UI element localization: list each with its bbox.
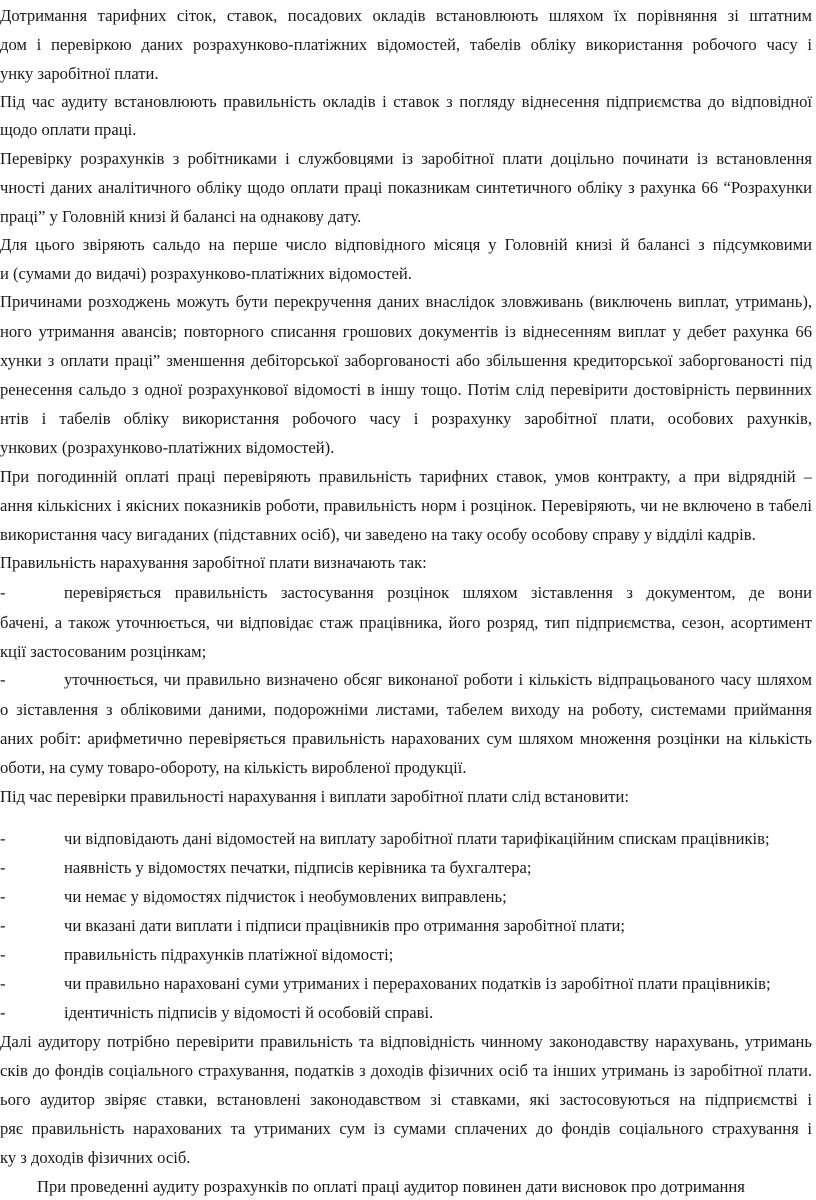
- paragraph-text-line: праці” у Головній книзі й балансі на однакову дату.: [0, 207, 362, 226]
- list-item-text: наявність у відомостях печатки, підписів керівника та бухгалтера;: [64, 858, 532, 877]
- paragraph-text-line: хунки з оплати праці” зменшення дебіторської заборгованості або збільшення кредиторської заборгованості під: [0, 351, 812, 370]
- paragraph-text-line: використання часу вигаданих (підставних осіб), чи заведено на таку особу особову справу у відділі кадрів.: [0, 525, 756, 544]
- list-item-text-line: о зіставлення з обліковими даними, подорожніми листами, табелем виходу на роботу, системами приймання: [0, 700, 812, 719]
- paragraph-text-line: Для цього звіряють сальдо на перше число відповідного місяця у Головній книзі й балансі з підсумковими: [0, 235, 812, 254]
- paragraph-text-line: Причинами розходжень можуть бути перекручення даних внаслідок зловживань (виключень виплат, утримань),: [0, 292, 812, 311]
- list-item-text: чи відповідають дані відомостей на виплату заробітної плати тарифікаційним спискам працівників;: [64, 829, 770, 848]
- list-bullet-dash: -: [0, 858, 6, 877]
- paragraph-text-line: ряє правильність нарахованих та утриманих сум із сумами сплачених до фондів соціального страхування і: [0, 1119, 812, 1138]
- list-bullet-dash: -: [0, 974, 6, 993]
- list-item-text-line: бачені, а також уточнюється, чи відповідає стаж працівника, його розряд, тип підприємства, сезон, асортимент: [0, 613, 812, 632]
- list-item-text-line: перевіряється правильність застосування розцінок шляхом зіставлення з документом, де вони: [64, 583, 812, 602]
- list-item-text-line: аних робіт: арифметично перевіряється правильність нарахованих сум шляхом множення розцінки на кількість: [0, 729, 812, 748]
- paragraph-text-line: ку з доходів фізичних осіб.: [0, 1148, 191, 1167]
- paragraph-text-line: чності даних аналітичного обліку щодо оплати праці показникам синтетичного обліку з рахунка 66 “Розрахунки: [0, 178, 812, 197]
- list-item-text: правильність підрахунків платіжної відомості;: [64, 945, 394, 964]
- paragraph-text-line: Дотримання тарифних сіток, ставок, посадових окладів встановлюють шляхом їх порівняння зі штатним: [0, 6, 812, 25]
- list-bullet-dash: -: [0, 916, 6, 935]
- paragraph-text-line: ього аудитор звіряє ставки, встановлені законодавством зі ставками, які застосовуються на підприємстві і: [0, 1090, 812, 1109]
- list-bullet-dash: -: [0, 583, 6, 602]
- list-item-text-line: оботи, на суму товаро-обороту, на кількість виробленої продукції.: [0, 758, 467, 777]
- paragraph-text-line: и (сумами до видачі) розрахунково-платіжних відомостей.: [0, 264, 412, 283]
- paragraph-text-line: При погодинній оплаті праці перевіряють правильність тарифних ставок, умов контракту, а при відрядній –: [0, 467, 812, 486]
- list-item-text: чи вказані дати виплати і підписи працівників про отримання заробітної плати;: [64, 916, 626, 935]
- list-bullet-dash: -: [0, 670, 6, 689]
- list-bullet-dash: -: [0, 829, 6, 848]
- paragraph-text-line: щодо оплати праці.: [0, 120, 137, 139]
- list-bullet-dash: -: [0, 945, 6, 964]
- paragraph-text-line: Під час перевірки правильності нарахування і виплати заробітної плати слід встановити:: [0, 787, 629, 806]
- paragraph-text-line: ренесення сальдо з одної розрахункової відомості в іншу тощо. Потім слід перевірити достовірність первинних: [0, 380, 812, 399]
- list-item-text-line: уточнюється, чи правильно визначено обсяг виконаної роботи і кількість відпрацьованого часу шляхом: [64, 670, 812, 689]
- list-bullet-dash: -: [0, 1003, 6, 1022]
- list-item-text: чи правильно нараховані суми утриманих і перерахованих податків із заробітної плати працівників;: [64, 974, 771, 993]
- paragraph-text-line: ункових (розрахунково-платіжних відомостей).: [0, 438, 335, 457]
- paragraph-text-line: При проведенні аудиту розрахунків по оплаті праці аудитор повинен дати висновок про дотримання: [37, 1177, 745, 1196]
- paragraph-text-line: унку заробітної плати.: [0, 64, 159, 83]
- paragraph-text-line: дом і перевіркою даних розрахунково-платіжних відомостей, табелів обліку використання робочого часу і: [0, 35, 812, 54]
- paragraph-text-line: Перевірку розрахунків з робітниками і службовцями із заробітної плати доцільно починати із встановлення: [0, 149, 812, 168]
- paragraph-text-line: Правильність нарахування заробітної плати визначають так:: [0, 553, 427, 572]
- list-bullet-dash: -: [0, 887, 6, 906]
- paragraph-text-line: ного утримання авансів; повторного списання грошових документів із віднесенням виплат у дебет рахунка 66: [0, 322, 812, 341]
- list-item-text-line: кції застосованим розцінкам;: [0, 642, 207, 661]
- paragraph-text-line: ання кількісних і якісних показників роботи, правильність норм і розцінок. Перевіряють, чи не включено в табелі: [0, 496, 812, 515]
- paragraph-text-line: нтів і табелів обліку використання робочого часу і розрахунку заробітної плати, особових рахунків,: [0, 409, 812, 428]
- paragraph-text-line: Під час аудиту встановлюють правильність окладів і ставок з погляду віднесення підприємства до відповідної: [0, 92, 812, 111]
- paragraph-text-line: сків до фондів соціального страхування, податків з доходів фізичних осіб та інших утримань із заробітної плати.: [0, 1061, 812, 1080]
- paragraph-text-line: Далі аудитору потрібно перевірити правильність та відповідність чинному законодавству нарахувань, утримань: [0, 1032, 812, 1051]
- list-item-text: чи немає у відомостях підчисток і необумовлених виправлень;: [64, 887, 507, 906]
- list-item-text: ідентичність підписів у відомості й особовій справі.: [64, 1003, 434, 1022]
